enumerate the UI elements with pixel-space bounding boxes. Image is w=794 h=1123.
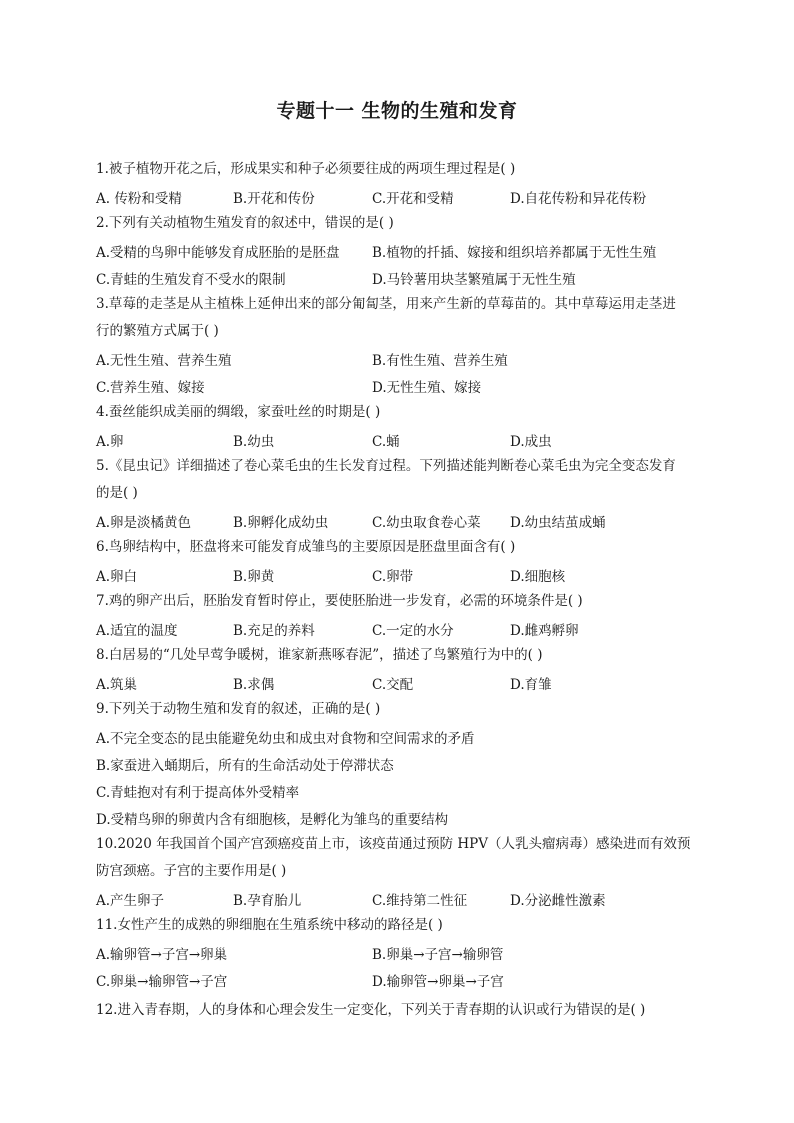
question-10-stem-line-2: 防宫颈癌。子宫的主要作用是( ): [96, 863, 287, 879]
question-1-option-d: D.自花传粉和异花传粉: [510, 191, 647, 207]
question-1-stem: 1.被子植物开花之后，形成果实和种子必须要往成的两项生理过程是( ): [96, 161, 516, 177]
question-6-stem: 6.鸟卵结构中，胚盘将来可能发育成雏鸟的主要原因是胚盘里面含有( ): [96, 539, 516, 555]
question-2-option-d: D.马铃薯用块茎繁殖属于无性生殖: [372, 272, 576, 288]
question-8-option-c: C.交配: [372, 677, 414, 693]
question-3-option-b: B.有性生殖、营养生殖: [372, 353, 508, 369]
question-4-option-d: D.成虫: [510, 434, 552, 450]
question-3-option-a: A.无性生殖、营养生殖: [96, 353, 232, 369]
question-11-option-b: B.卵巢→子宫→输卵管: [372, 947, 504, 963]
question-1-option-c: C.开花和受精: [372, 191, 454, 207]
question-5-option-c: C.幼虫取食卷心菜: [372, 515, 481, 531]
question-7-option-b: B.充足的养料: [233, 623, 315, 639]
question-9-option-a: A.不完全变态的昆虫能避免幼虫和成虫对食物和空间需求的矛盾: [96, 731, 475, 747]
question-4-option-c: C.蛹: [372, 434, 400, 450]
question-9-option-b: B.家蚕进入蛹期后，所有的生命活动处于停滞状态: [96, 758, 394, 774]
question-10-option-d: D.分泌雌性激素: [510, 893, 606, 909]
question-9-stem: 9.下列关于动物生殖和发育的叙述，正确的是( ): [96, 701, 381, 717]
question-4-option-b: B.幼虫: [233, 434, 275, 450]
question-8-stem: 8.白居易的“几处早莺争暖树，谁家新燕啄春泥”，描述了鸟繁殖行为中的( ): [96, 647, 543, 663]
question-2-option-a: A.受精的鸟卵中能够发育成胚胎的是胚盘: [96, 245, 340, 261]
question-6-option-a: A.卵白: [96, 569, 138, 585]
question-4-option-a: A.卵: [96, 434, 124, 450]
question-2-option-c: C.青蛙的生殖发育不受水的限制: [96, 272, 286, 288]
question-5-option-b: B.卵孵化成幼虫: [233, 515, 329, 531]
question-9-option-d: D.受精鸟卵的卵黄内含有细胞核，是孵化为雏鸟的重要结构: [96, 812, 449, 828]
question-2-stem: 2.下列有关动植物生殖发育的叙述中，错误的是( ): [96, 215, 394, 231]
question-6-option-d: D.细胞核: [510, 569, 566, 585]
question-7-stem: 7.鸡的卵产出后，胚胎发育暂时停止，要使胚胎进一步发育，必需的环境条件是( ): [96, 593, 583, 609]
question-7-option-a: A.适宜的温度: [96, 623, 178, 639]
question-4-stem: 4.蚕丝能织成美丽的绸缎，家蚕吐丝的时期是( ): [96, 404, 381, 420]
question-10-stem-line-1: 10.2020 年我国首个国产宫颈癌疫苗上市，该疫苗通过预防 HPV（人乳头瘤病毒）感染进而有效预: [96, 836, 691, 852]
question-12-stem: 12.进入青春期，人的身体和心理会发生一定变化，下列关于青春期的认识或行为错误的是( ): [96, 1002, 646, 1018]
page-title: 专题十一 生物的生殖和发育: [276, 100, 518, 122]
question-8-option-a: A.筑巢: [96, 677, 138, 693]
question-1-option-b: B.开花和传份: [233, 191, 315, 207]
question-5-stem-line-1: 5.《昆虫记》详细描述了卷心菜毛虫的生长发育过程。下列描述能判断卷心菜毛虫为完全变态发育: [96, 458, 676, 474]
question-11-option-c: C.卵巢→输卵管→子宫: [96, 974, 228, 990]
question-2-option-b: B.植物的扦插、嫁接和组织培养都属于无性生殖: [372, 245, 657, 261]
question-3-option-d: D.无性生殖、嫁接: [372, 380, 482, 396]
question-3-stem-line-2: 行的繁殖方式属于( ): [96, 323, 219, 339]
question-3-stem-line-1: 3.草莓的走茎是从主植株上延伸出来的部分匍匐茎，用来产生新的草莓苗的。其中草莓运用走茎进: [96, 296, 676, 312]
question-10-option-c: C.维持第二性征: [372, 893, 468, 909]
question-5-stem-line-2: 的是( ): [96, 485, 138, 501]
question-8-option-b: B.求偶: [233, 677, 275, 693]
question-5-option-a: A.卵是淡橘黄色: [96, 515, 192, 531]
question-6-option-c: C.卵带: [372, 569, 414, 585]
question-7-option-c: C.一定的水分: [372, 623, 454, 639]
question-11-stem: 11.女性产生的成熟的卵细胞在生殖系统中移动的路径是( ): [96, 917, 443, 933]
question-10-option-a: A.产生卵子: [96, 893, 165, 909]
question-7-option-d: D.雌鸡孵卵: [510, 623, 579, 639]
question-10-option-b: B.孕育胎儿: [233, 893, 302, 909]
question-8-option-d: D.育雏: [510, 677, 552, 693]
question-6-option-b: B.卵黄: [233, 569, 275, 585]
question-11-option-d: D.输卵管→卵巢→子宫: [372, 974, 504, 990]
question-9-option-c: C.青蛙抱对有利于提高体外受精率: [96, 785, 300, 801]
question-11-option-a: A.输卵管→子宫→卵巢: [96, 947, 228, 963]
question-3-option-c: C.营养生殖、嫁接: [96, 380, 205, 396]
question-1-option-a: A. 传粉和受精: [96, 191, 182, 207]
question-5-option-d: D.幼虫结茧成蛹: [510, 515, 606, 531]
